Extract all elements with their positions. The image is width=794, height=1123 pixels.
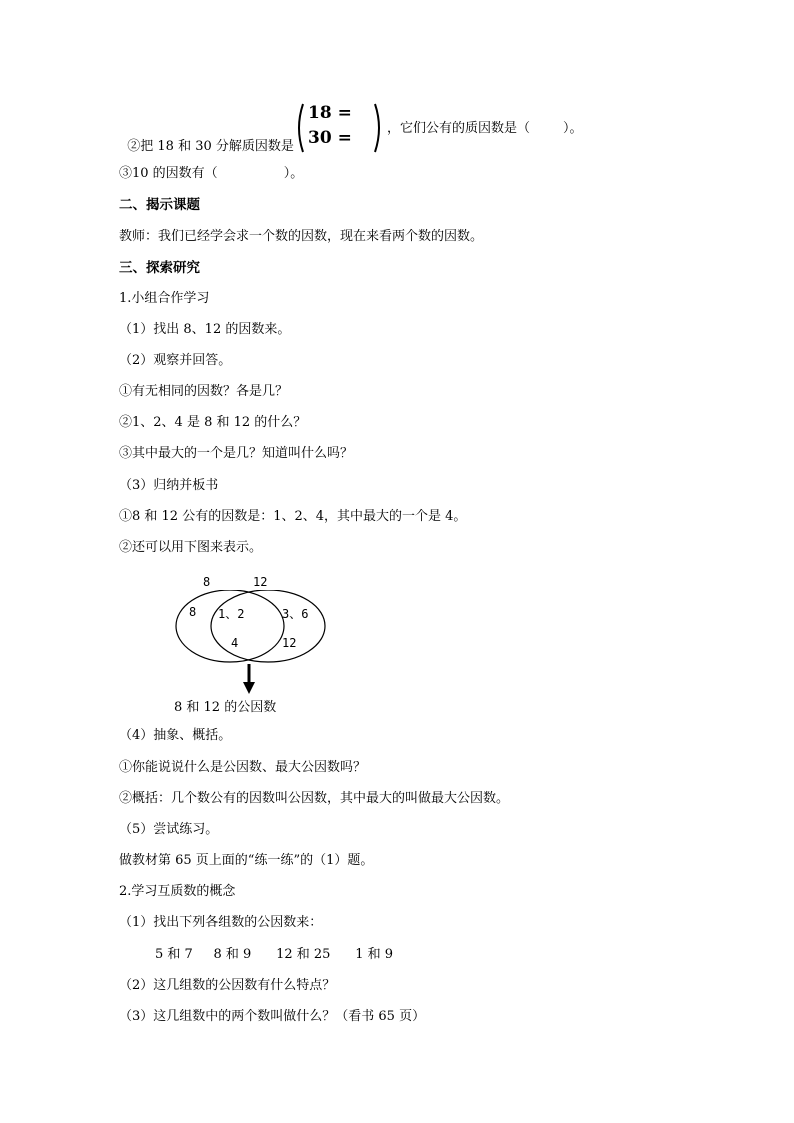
matrix-row-18: 18 = bbox=[308, 103, 352, 123]
matrix-row-30: 30 = bbox=[308, 128, 352, 148]
heading-explore: 三、探索研究 bbox=[119, 260, 200, 276]
result-2: ②还可以用下图来表示。 bbox=[119, 540, 263, 555]
teacher-line: 教师：我们已经学会求一个数的因数，现在来看两个数的因数。 bbox=[119, 229, 484, 244]
question-2: ②1、2、4 是 8 和 12 的什么？ bbox=[119, 415, 307, 430]
step-5: （5）尝试练习。 bbox=[119, 822, 219, 837]
practice-line: 做教材第 65 页上面的“练一练”的（1）题。 bbox=[119, 853, 374, 868]
venn-title-left: 8 bbox=[203, 575, 211, 589]
line-prime-factor bbox=[119, 120, 294, 156]
section-coprime: 2.学习互质数的概念 bbox=[119, 884, 236, 899]
number-pairs: 5 和 7 8 和 9 12 和 25 1 和 9 bbox=[155, 947, 394, 962]
question-1: ①有无相同的因数？各是几？ bbox=[119, 384, 289, 399]
heading-reveal-topic: 二、揭示课题 bbox=[119, 197, 200, 213]
line-prime-factor-post: ，它们公有的质因数是（ ）。 bbox=[387, 121, 583, 136]
venn-right-top: 3、6 bbox=[282, 607, 309, 621]
coprime-step-1: （1）找出下列各组数的公因数来： bbox=[119, 915, 323, 930]
abstract-1: ①你能说说什么是公因数、最大公因数吗？ bbox=[119, 760, 367, 775]
abstract-2: ②概括：几个数公有的因数叫公因数，其中最大的叫做最大公因数。 bbox=[119, 791, 510, 806]
line-factors-of-10: ③10 的因数有（ ）。 bbox=[119, 166, 304, 181]
step-1: （1）找出 8、12 的因数来。 bbox=[119, 322, 291, 337]
step-2: （2）观察并回答。 bbox=[119, 353, 232, 368]
coprime-step-3: （3）这几组数中的两个数叫做什么？（看书 65 页） bbox=[119, 1009, 426, 1024]
section-group-study: 1.小组合作学习 bbox=[119, 291, 210, 306]
line-prime-factor-pre: ②把 18 和 30 分解质因数是 bbox=[127, 139, 294, 154]
venn-left-only: 8 bbox=[189, 605, 197, 619]
step-4: （4）抽象、概括。 bbox=[119, 728, 232, 743]
venn-title-right: 12 bbox=[253, 575, 268, 589]
venn-right-bottom: 12 bbox=[282, 636, 297, 650]
step-3: （3）归纳并板书 bbox=[119, 478, 219, 493]
coprime-step-2: （2）这几组数的公因数有什么特点？ bbox=[119, 978, 336, 993]
venn-caption: 8 和 12 的公因数 bbox=[174, 700, 277, 715]
venn-arrow-head bbox=[243, 682, 255, 694]
venn-common-top: 1、2 bbox=[218, 607, 245, 621]
factor-matrix bbox=[294, 102, 384, 154]
venn-circle-8 bbox=[176, 590, 284, 662]
result-1: ①8 和 12 公有的因数是：1、2、4，其中最大的一个是 4。 bbox=[119, 509, 467, 524]
question-3: ③其中最大的一个是几？知道叫什么吗？ bbox=[119, 446, 354, 461]
venn-common-bottom: 4 bbox=[231, 636, 239, 650]
